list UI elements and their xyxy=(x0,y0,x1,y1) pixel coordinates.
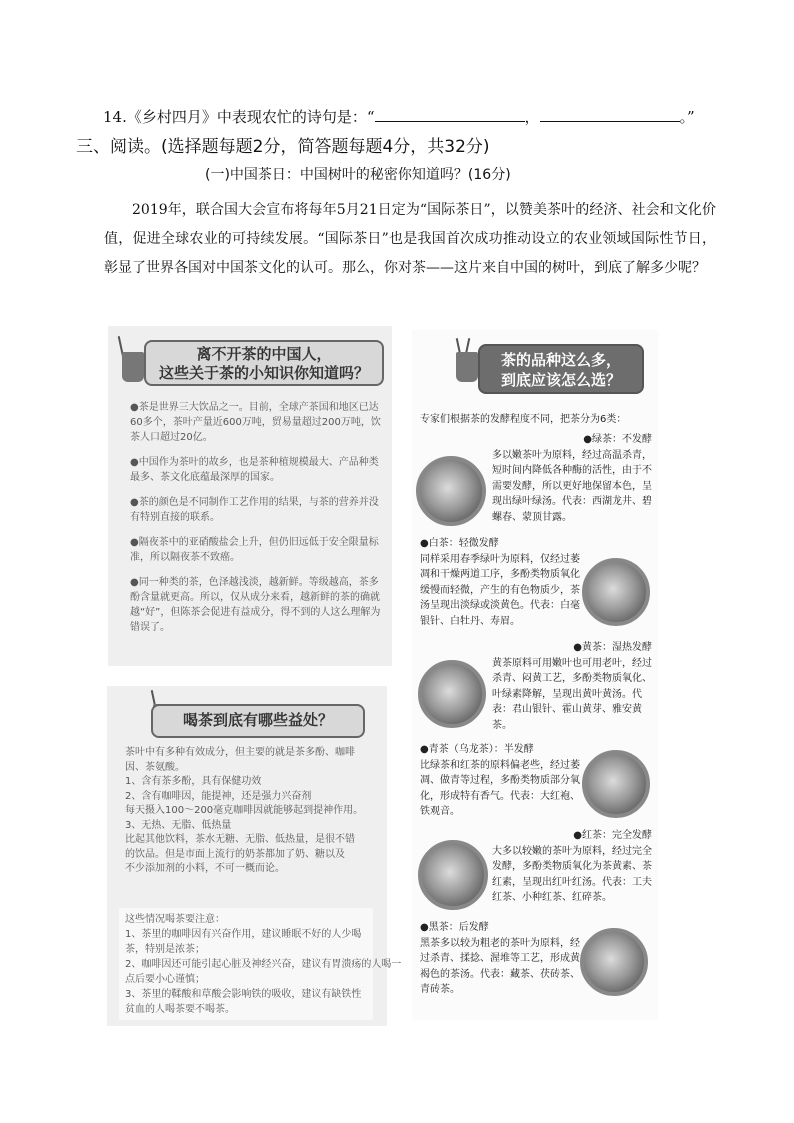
oolong-tea-photo xyxy=(582,750,650,818)
tea-cup-icon xyxy=(122,352,144,382)
tea-types-title-1: 茶的品种这么多， xyxy=(500,351,621,369)
tea-type-desc: 同样采用春季绿叶为原料，仅经过萎凋和干燥两道工序，多酚类物质氧化缓慢而轻微，产生的有色物质少，茶汤呈现出淡绿或淡黄色。代表：白毫银针、白牡丹、寿眉。 xyxy=(420,553,580,627)
tea-fact-item: ●中国作为茶叶的故乡，也是茶种植规模最大、产品种类最多、茶文化底蕴最深厚的国家。 xyxy=(130,457,379,483)
tea-facts-banner xyxy=(144,340,384,386)
tea-types-banner xyxy=(478,344,644,394)
tea-type-desc: 多以嫩茶叶为原料，经过高温杀青，短时间内降低各种酶的活性，由于不需要发酵，所以更好地保留本色，呈现出绿叶绿汤。代表：西湖龙井、碧螺春、蒙顶甘露。 xyxy=(492,449,652,523)
white-tea-photo xyxy=(582,558,650,626)
tea-benefits-text xyxy=(125,746,375,877)
tea-fact-item: ●隔夜茶中的亚硝酸盐会上升，但仍旧远低于安全限量标准，所以隔夜茶不致癌。 xyxy=(130,537,379,563)
tea-facts-list xyxy=(130,400,382,645)
question-14-prefix: 14.《乡村四月》中表现农忙的诗句是：“ xyxy=(103,108,375,126)
tea-type-desc: 比绿茶和红茶的原料偏老些，经过萎凋、做青等过程，多酚类物质部分氧化，形成特有香气。代表：大红袍、铁观音。 xyxy=(420,759,580,817)
benefit-line: 比起其他饮料，茶水无糖、无脂、低热量，是很不错 xyxy=(125,834,355,845)
tea-type-label: ●红茶：完全发酵 xyxy=(573,830,652,841)
tea-types-title-2: 到底应该怎么选？ xyxy=(500,371,621,389)
tea-fact-item: ●茶是世界三大饮品之一。目前，全球产茶国和地区已达60多个，茶叶产量近600万吨，贸易量超过200万吨，饮茶人口超过20亿。 xyxy=(130,402,381,443)
benefit-line: 不少添加剂的小料，不可一概而论。 xyxy=(125,863,285,874)
tea-type-label: ●绿茶：不发酵 xyxy=(583,434,652,445)
tea-cup-icon xyxy=(456,352,478,382)
tea-type-label: ●青茶（乌龙茶）：半发酵 xyxy=(420,744,534,755)
tea-benefits-panel xyxy=(107,686,402,1026)
caution-line: 3、茶里的鞣酸和草酸会影响铁的吸收，建议有缺铁性 xyxy=(125,989,362,1000)
red-tea-photo xyxy=(418,840,488,910)
tea-facts-panel xyxy=(108,326,392,666)
tea-type-label: ●黄茶：湿热发酵 xyxy=(573,642,652,653)
dark-tea-photo xyxy=(580,928,648,996)
benefit-line: 2、含有咖啡因，能提神，还是强力兴奋剂 xyxy=(125,790,312,802)
benefit-line: 1、含有茶多酚，具有保健功效 xyxy=(125,776,262,787)
benefit-line: 因、茶氨酸。 xyxy=(125,761,185,773)
question-14-suffix: 。” xyxy=(679,108,695,126)
passage-1-intro: 2019年，联合国大会宣布将每年5月21日定为“国际茶日”，以赞美茶叶的经济、社会和文化价值，促进全球农业的可持续发展。“国际茶日”也是我国首次成功推动设立的农业领域国际性节日，彰显了世界各国对中国茶文化的认可。那么，你对茶——这片来自中国的树叶，到底了解多少呢？ xyxy=(104,202,716,276)
caution-line: 1、茶里的咖啡因有兴奋作用，建议睡眠不好的人少喝 xyxy=(125,929,362,940)
benefit-line: 茶叶中有多种有效成分，但主要的就是茶多酚、咖啡 xyxy=(125,747,355,758)
tea-type-red xyxy=(492,828,652,906)
benefit-line: 的饮品。但是市面上流行的奶茶都加了奶、糖以及 xyxy=(125,848,345,860)
caution-line: 点后要小心谨慎； xyxy=(125,974,205,985)
tea-type-yellow xyxy=(492,640,652,733)
tea-type-green xyxy=(492,432,652,525)
answer-blank-2[interactable] xyxy=(540,107,680,122)
section-3-title: 三、阅读。(选择题每题2分，简答题每题4分，共32分) xyxy=(76,137,490,157)
answer-blank-1[interactable] xyxy=(375,107,525,122)
tea-facts-title-2: 这些关于茶的小知识你知道吗？ xyxy=(158,364,369,382)
caution-title: 这些情况喝茶要注意： xyxy=(125,914,225,925)
tea-types-panel xyxy=(412,330,658,1020)
question-14-comma: ， xyxy=(524,108,540,126)
green-tea-photo xyxy=(416,456,486,526)
passage-1-title: (一)中国茶日：中国树叶的秘密你知道吗？(16分) xyxy=(205,167,511,183)
tea-caution-box xyxy=(119,908,402,1020)
tea-type-desc: 黑茶多以较为粗老的茶叶为原料，经过杀青、揉捻、渥堆等工艺，形成黄褐色的茶汤。代表：藏茶、茯砖茶、青砖茶。 xyxy=(420,937,580,995)
tea-type-label: ●白茶：轻微发酵 xyxy=(420,538,499,549)
question-14 xyxy=(103,106,695,127)
benefit-line: 每天摄入100～200毫克咖啡因就能够起到提神作用。 xyxy=(125,805,364,816)
caution-line: 贫血的人喝茶要不喝茶。 xyxy=(125,1004,235,1015)
tea-type-label: ●黑茶：后发酵 xyxy=(420,922,489,933)
caution-line: 2、咖啡因还可能引起心脏及神经兴奋，建议有胃溃疡的人喝一 xyxy=(125,959,402,970)
tea-fact-item: ●同一种类的茶，色泽越浅淡，越新鲜。等级越高，茶多酚含量就更高。所以，仅从成分来看，越新鲜的茶的确就越“好”，但陈茶会促进有益成分，得不到的人这么理解为错误了。 xyxy=(130,577,381,633)
caution-line: 茶，特别是浓茶； xyxy=(125,944,205,955)
tea-type-oolong xyxy=(420,742,580,820)
tea-fact-item: ●茶的颜色是不同制作工艺作用的结果，与茶的营养并没有特别直接的联系。 xyxy=(130,497,379,523)
tea-type-white xyxy=(420,536,580,629)
benefit-line: 3、无热、无脂、低热量 xyxy=(125,819,232,831)
tea-benefits-banner: 喝茶到底有哪些益处？ xyxy=(151,704,365,738)
tea-type-desc: 黄茶原料可用嫩叶也可用老叶，经过杀青、闷黄工艺，多酚类物质氧化、叶绿素降解，呈现出黄叶黄汤。代表：君山银针、霍山黄芽、雅安黄茶。 xyxy=(492,657,652,731)
tea-facts-title-1: 离不开茶的中国人， xyxy=(196,345,332,363)
yellow-tea-photo xyxy=(418,660,486,728)
tea-type-dark xyxy=(420,920,580,998)
tea-types-intro: 专家们根据茶的发酵程度不同，把茶分为6类： xyxy=(420,414,627,425)
tea-type-desc: 大多以较嫩的茶叶为原料，经过完全发酵，多酚类物质氧化为茶黄素、茶红素，呈现出红叶红汤。代表：工夫红茶、小种红茶、红碎茶。 xyxy=(492,845,652,903)
